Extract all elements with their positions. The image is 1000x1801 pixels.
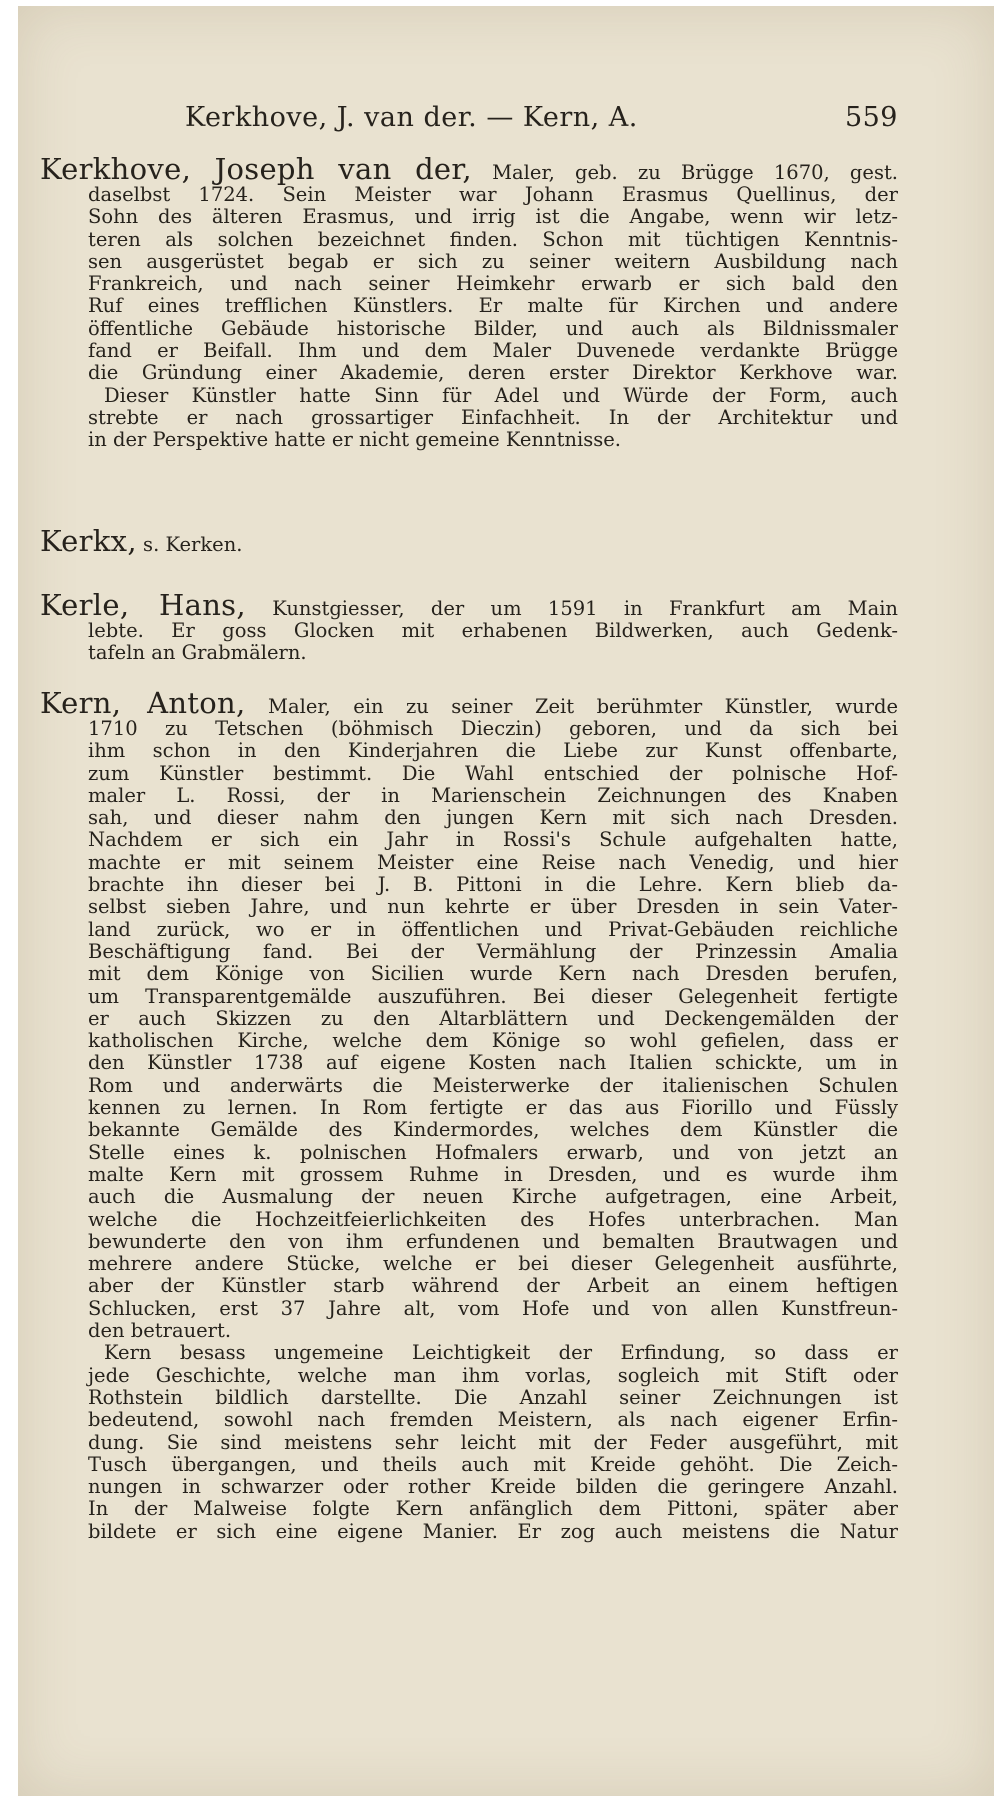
- text-line: In der Malweise folgte Kern anfänglich dem Pittoni, später aber: [88, 1497, 898, 1521]
- text-line: Rom und anderwärts die Meisterwerke der italienischen Schulen: [88, 1073, 898, 1097]
- text-line: welche die Hochzeitfeierlichkeiten des Hofes unterbrachen. Man: [88, 1207, 898, 1231]
- text-line: Kern besass ungemeine Leichtigkeit der Erfindung, so dass er: [104, 1341, 898, 1365]
- text-line: malte Kern mit grossem Ruhme in Dresden, und es wurde ihm: [88, 1162, 898, 1186]
- text-line: aber der Künstler starb während der Arbeit an einem heftigen: [88, 1274, 898, 1298]
- text-line: kennen zu lernen. In Rom fertigte er das aus Fiorillo und Füssly: [88, 1096, 898, 1120]
- running-head-title: Kerkhove, J. van der. — Kern, A.: [185, 102, 638, 133]
- text-line: sen ausgerüstet begab er sich zu seiner weitern Ausbildung nach: [88, 249, 898, 273]
- text-line: strebte er nach grossartiger Einfachheit. In der Architektur und: [88, 405, 898, 429]
- text-line: Stelle eines k. polnischen Hofmalers erwarb, und von jetzt an: [88, 1140, 898, 1164]
- text-line: mit dem Könige von Sicilien wurde Kern nach Dresden berufen,: [88, 962, 898, 986]
- text-line: Ruf eines trefflichen Künstlers. Er malte für Kirchen und andere: [88, 294, 898, 318]
- text-line: fand er Beifall. Ihm und dem Maler Duvenede verdankte Brügge: [88, 339, 898, 363]
- text-line: bildete er sich eine eigene Manier. Er zog auch meistens die Natur: [88, 1519, 898, 1543]
- entry-first-line: Kern, Anton, Maler, ein zu seiner Zeit berühmter Künstler, wurde: [40, 686, 898, 720]
- text-line: Dieser Künstler hatte Sinn für Adel und Würde der Form, auch: [104, 383, 898, 407]
- text-line: brachte ihn dieser bei J. B. Pittoni in die Lehre. Kern blieb da-: [88, 873, 898, 897]
- text-line: jede Geschichte, welche man ihm vorlas, sogleich mit Stift oder: [88, 1363, 898, 1387]
- entry-headword: Kern, Anton,: [40, 686, 246, 720]
- text-line: zum Künstler bestimmt. Die Wahl entschied der polnische Hof-: [88, 761, 898, 785]
- page-number: 559: [844, 102, 898, 133]
- text-line: auch die Ausmalung der neuen Kirche aufgetragen, eine Arbeit,: [88, 1185, 898, 1209]
- text-line: bewunderte den von ihm erfundenen und bemalten Brautwagen und: [88, 1229, 898, 1253]
- text-line: den Künstler 1738 auf eigene Kosten nach Italien schickte, um in: [88, 1051, 898, 1075]
- entry-first-line: Kerkx, s. Kerken.: [40, 524, 243, 558]
- text-line: Schlucken, erst 37 Jahre alt, vom Hofe und von allen Kunstfreun-: [88, 1296, 898, 1320]
- text-line: in der Perspektive hatte er nicht gemeine Kenntnisse.: [88, 428, 621, 452]
- text-line: ihm schon in den Kinderjahren die Liebe zur Kunst offenbarte,: [88, 739, 898, 763]
- text-line: bedeutend, sowohl nach fremden Meistern, als nach eigener Erfin-: [88, 1408, 898, 1432]
- entry-kerkhove: [40, 154, 898, 452]
- entry-headword: Kerkhove, Joseph van der,: [40, 152, 472, 186]
- text-line: mehrere andere Stücke, welche er bei dieser Gelegenheit ausführte,: [88, 1252, 898, 1276]
- entry-kerkx: [40, 526, 898, 556]
- entry-first-line: Kerle, Hans, Kunstgiesser, der um 1591 in Frankfurt am Main: [40, 588, 898, 622]
- text-line: Rothstein bildlich darstellte. Die Anzahl seiner Zeichnungen ist: [88, 1385, 898, 1409]
- text-line: 1710 zu Tetschen (böhmisch Dieczin) geboren, und da sich bei: [88, 717, 898, 740]
- text-line: Beschäftigung fand. Bei der Vermählung der Prinzessin Amalia: [88, 939, 898, 963]
- text-line: er auch Skizzen zu den Altarblättern und Deckengemälden der: [88, 1006, 898, 1030]
- text-line: katholischen Kirche, welche dem Könige so wohl gefielen, dass er: [88, 1029, 898, 1053]
- text-line: land zurück, wo er in öffentlichen und Privat-Gebäuden reichliche: [88, 917, 898, 941]
- text-line: selbst sieben Jahre, und nun kehrte er über Dresden in sein Vater-: [88, 895, 898, 919]
- text-line: Nachdem er sich ein Jahr in Rossi's Schule aufgehalten hatte,: [88, 828, 898, 852]
- text-line: den betrauert.: [88, 1319, 232, 1343]
- text-line: Sohn des älteren Erasmus, und irrig ist die Angabe, wenn wir letz-: [88, 205, 898, 229]
- running-head: [40, 102, 898, 142]
- text-line: Frankreich, und nach seiner Heimkehr erwarb er sich bald den: [88, 272, 898, 296]
- entry-kern: [40, 688, 898, 1543]
- text-line: tafeln an Grabmälern.: [88, 641, 307, 665]
- text-line: daselbst 1724. Sein Meister war Johann Erasmus Quellinus, der: [88, 183, 898, 206]
- text-line: machte er mit seinem Meister eine Reise nach Venedig, und hier: [88, 850, 898, 874]
- text-line: teren als solchen bezeichnet finden. Schon mit tüchtigen Kenntnis-: [88, 227, 898, 251]
- book-page: [18, 6, 994, 1796]
- text-line: sah, und dieser nahm den jungen Kern mit sich nach Dresden.: [88, 806, 898, 830]
- entry-headword: Kerle, Hans,: [40, 588, 246, 622]
- text-line: dung. Sie sind meistens sehr leicht mit der Feder ausgeführt, mit: [88, 1430, 898, 1454]
- entry-kerle: [40, 590, 898, 665]
- text-line: um Transparentgemälde auszuführen. Bei dieser Gelegenheit fertigte: [88, 984, 898, 1008]
- text-line: lebte. Er goss Glocken mit erhabenen Bildwerken, auch Gedenk-: [88, 619, 898, 642]
- text-line: Tusch übergangen, und theils auch mit Kreide gehöht. Die Zeich-: [88, 1452, 898, 1476]
- entry-first-line: Kerkhove, Joseph van der, Maler, geb. zu Brügge 1670, gest.: [40, 152, 898, 186]
- text-line: nungen in schwarzer oder rother Kreide bilden die geringere Anzahl.: [88, 1475, 898, 1499]
- text-line: maler L. Rossi, der in Marienschein Zeichnungen des Knaben: [88, 783, 898, 807]
- text-line: die Gründung einer Akademie, deren erster Direktor Kerkhove war.: [88, 361, 898, 385]
- text-line: öffentliche Gebäude historische Bilder, und auch als Bildnissmaler: [88, 316, 898, 340]
- entry-headword: Kerkx,: [40, 524, 137, 558]
- text-line: bekannte Gemälde des Kindermordes, welches dem Künstler die: [88, 1118, 898, 1142]
